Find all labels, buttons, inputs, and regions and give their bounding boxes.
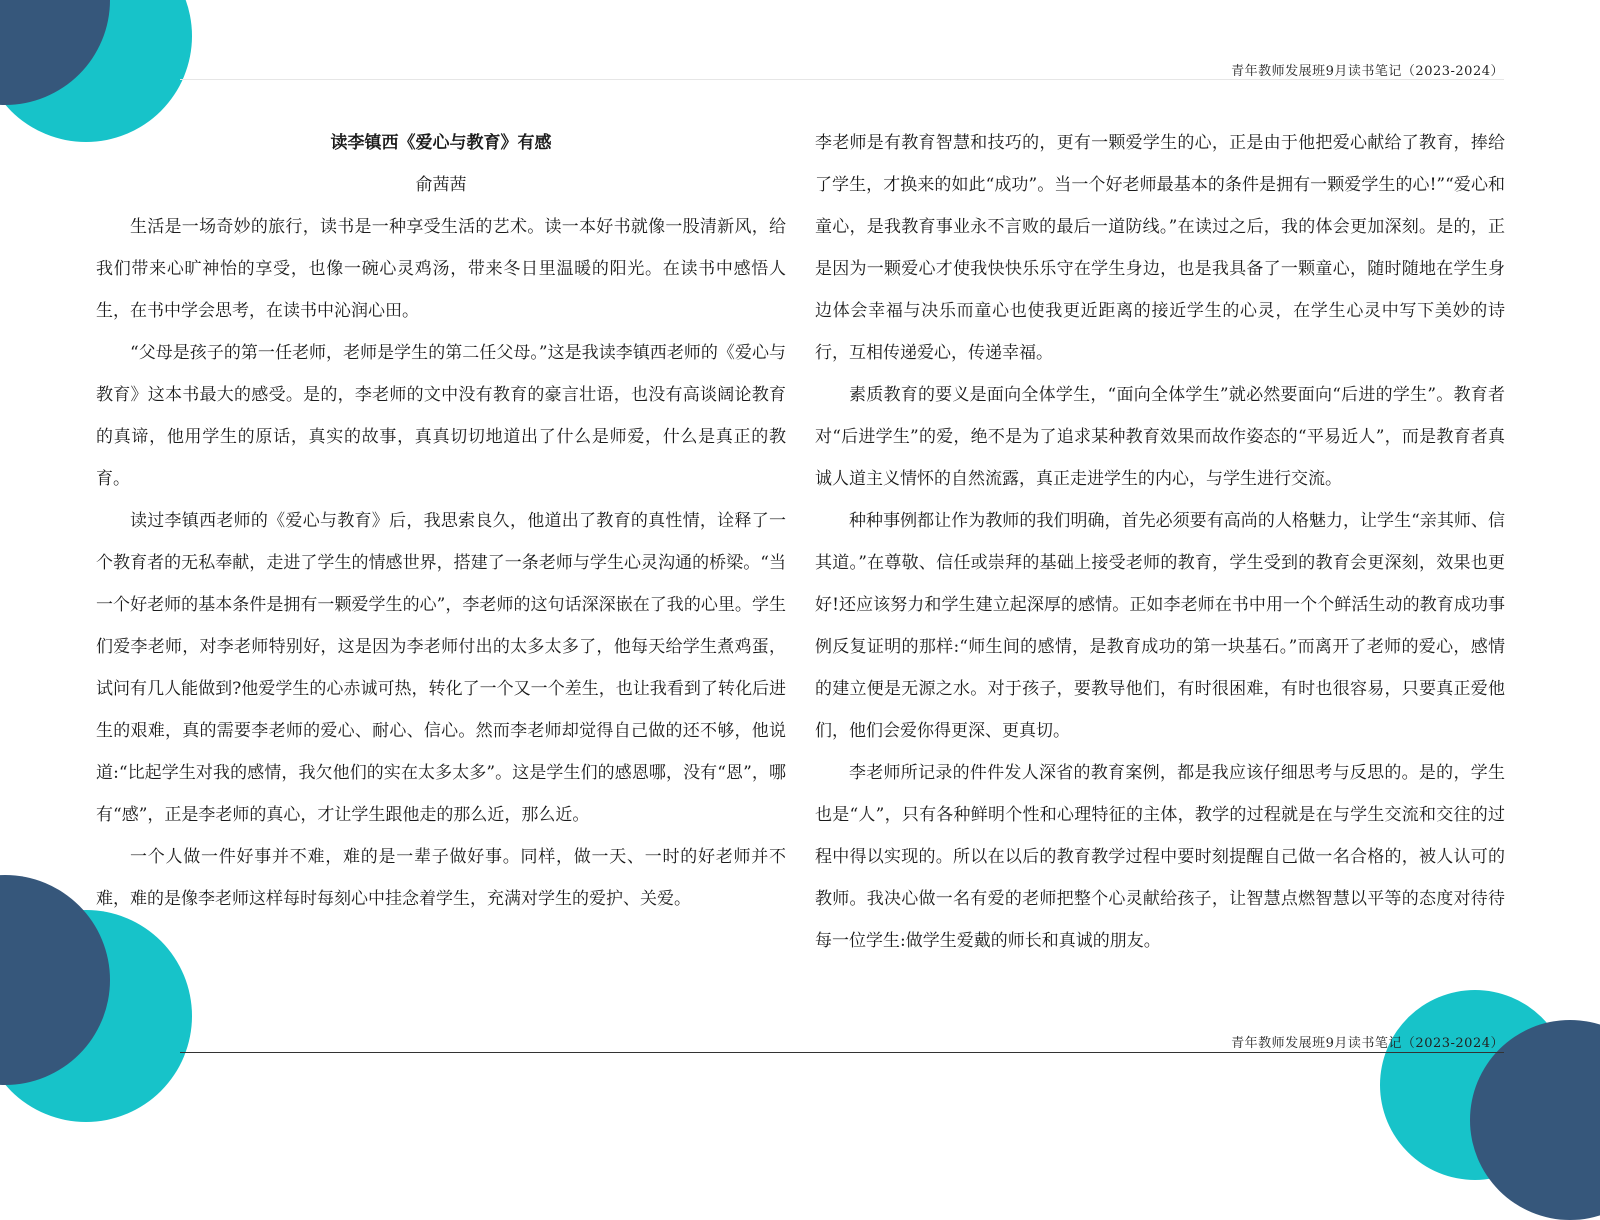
paragraph: 读过李镇西老师的《爱心与教育》后，我思索良久，他道出了教育的真性情，诠释了一个教育者的无私奉献，走进了学生的情感世界，搭建了一条老师与学生心灵沟通的桥梁。“当一个好老师的基本条件是拥有一颗爱学生的心”，李老师的这句话深深嵌在了我的心里。学生们爱李老师，对李老师特别好，这是因为李老师付出的太多太多了，他每天给学生煮鸡蛋，试问有几人能做到?他爱学生的心赤诚可热，转化了一个又一个差生，也让我看到了转化后进生的艰难，真的需要李老师的爱心、耐心、信心。然而李老师却觉得自己做的还不够，他说道:“比起学生对我的感情，我欠他们的实在太多太多”。这是学生们的感恩哪，没有“恩”，哪有“感”，正是李老师的真心，才让学生跟他走的那么近，那么近。: [96, 511, 786, 825]
article-column-left: [96, 122, 786, 920]
header-divider: [180, 79, 1504, 80]
paragraph: 李老师是有教育智慧和技巧的，更有一颗爱学生的心，正是由于他把爱心献给了教育，捧给了学生，才换来的如此“成功”。当一个好老师最基本的条件是拥有一颗爱学生的心!”“爱心和童心，是我教育事业永不言败的最后一道防线。”在读过之后，我的体会更加深刻。是的，正是因为一颗爱心才使我快快乐乐守在学生身边，也是我具备了一颗童心，随时随地在学生身边体会幸福与决乐而童心也使我更近距离的接近学生的心灵，在学生心灵中写下美妙的诗行，互相传递爱心，传递幸福。: [815, 133, 1505, 363]
paragraph: “父母是孩子的第一任老师，老师是学生的第二任父母。”这是我读李镇西老师的《爱心与教育》这本书最大的感受。是的，李老师的文中没有教育的豪言壮语，也没有高谈阔论教育的真谛，他用学生的原话，真实的故事，真真切切地道出了什么是师爱，什么是真正的教育。: [96, 343, 786, 489]
article-author: 俞茜茜: [415, 175, 467, 195]
footer-divider: [180, 1052, 1504, 1053]
paragraph: 种种事例都让作为教师的我们明确，首先必须要有高尚的人格魅力，让学生“亲其师、信其道。”在尊敬、信任或崇拜的基础上接受老师的教育，学生受到的教育会更深刻，效果也更好!还应该努力和学生建立起深厚的感情。正如李老师在书中用一个个鲜活生动的教育成功事例反复证明的那样:“师生间的感情，是教育成功的第一块基石。”而离开了老师的爱心，感情的建立便是无源之水。对于孩子，要教导他们，有时很困难，有时也很容易，只要真正爱他们，他们会爱你得更深、更真切。: [815, 511, 1505, 741]
article-column-right: [815, 122, 1505, 962]
paragraph: 一个人做一件好事并不难，难的是一辈子做好事。同样，做一天、一时的好老师并不难，难的是像李老师这样每时每刻心中挂念着学生，充满对学生的爱护、关爱。: [96, 847, 786, 909]
page-footer-title: 青年教师发展班9月读书笔记（2023-2024）: [1231, 1036, 1504, 1051]
paragraph: 李老师所记录的件件发人深省的教育案例，都是我应该仔细思考与反思的。是的，学生也是“人”，只有各种鲜明个性和心理特征的主体，教学的过程就是在与学生交流和交往的过程中得以实现的。所以在以后的教育教学过程中要时刻提醒自己做一名合格的，被人认可的教师。我决心做一名有爱的老师把整个心灵献给孩子，让智慧点燃智慧以平等的态度对待待每一位学生:做学生爱戴的师长和真诚的朋友。: [815, 763, 1505, 951]
page-header-title: 青年教师发展班9月读书笔记（2023-2024）: [1231, 64, 1504, 79]
paragraph: 生活是一场奇妙的旅行，读书是一种享受生活的艺术。读一本好书就像一股清新风，给我们带来心旷神怡的享受，也像一碗心灵鸡汤，带来冬日里温暖的阳光。在读书中感悟人生，在书中学会思考，在读书中沁润心田。: [96, 217, 786, 321]
paragraph: 素质教育的要义是面向全体学生，“面向全体学生”就必然要面向“后进的学生”。教育者对“后进学生”的爱，绝不是为了追求某种教育效果而故作姿态的“平易近人”，而是教育者真诚人道主义情怀的自然流露，真正走进学生的内心，与学生进行交流。: [815, 385, 1505, 489]
article-title: 读李镇西《爱心与教育》有感: [330, 133, 552, 153]
